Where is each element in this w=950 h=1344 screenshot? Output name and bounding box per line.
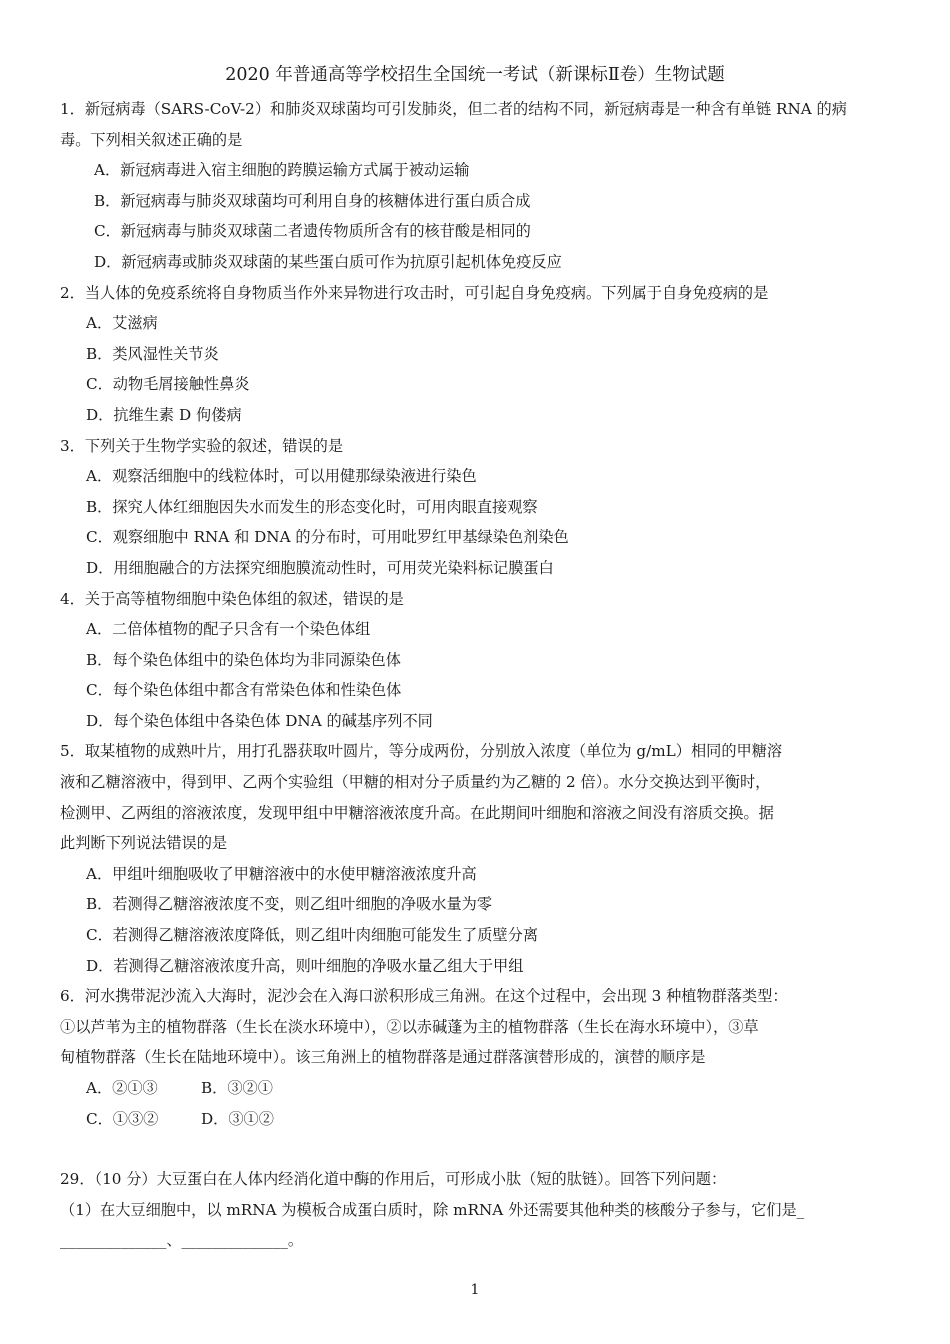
answer-blanks: ______________、______________。 [60, 1231, 303, 1250]
option-row [60, 1104, 896, 1135]
option-d: D．③①② [201, 1109, 274, 1128]
option-b: B．每个染色体组中的染色体均为非同源染色体 [86, 650, 401, 669]
question-stem: 此判断下列说法错误的是 [60, 834, 228, 853]
question-5 [60, 736, 896, 981]
question-stem: 检测甲、乙两组的溶液浓度，发现甲组中甲糖溶液浓度升高。在此期间叶细胞和溶液之间没有溶质交换。据 [60, 803, 774, 822]
question-stem: 6．河水携带泥沙流入大海时，泥沙会在入海口淤积形成三角洲。在这个过程中，会出现 3 种植物群落类型： [60, 987, 788, 1006]
option-a: A．艾滋病 [86, 314, 158, 333]
question-stem: 5．取某植物的成熟叶片，用打孔器获取叶圆片，等分成两份，分别放入浓度（单位为 g/mL）相同的甲糖溶 [60, 742, 783, 761]
option-a: A．②①③ [86, 1079, 158, 1097]
option-b: B．③②① [201, 1079, 273, 1097]
page-number: 1 [470, 1282, 480, 1298]
question-stem: 毒。下列相关叙述正确的是 [60, 130, 243, 149]
option-c: C．动物毛屑接触性鼻炎 [86, 375, 250, 394]
option-d: D．新冠病毒或肺炎双球菌的某些蛋白质可作为抗原引起机体免疫反应 [94, 252, 562, 271]
questions [60, 94, 896, 1256]
option-a: A．二倍体植物的配子只含有一个染色体组 [86, 620, 371, 639]
option-c: C．①③② [86, 1109, 159, 1128]
question-stem: 4．关于高等植物细胞中染色体组的叙述，错误的是 [60, 589, 404, 608]
option-d: D．用细胞融合的方法探究细胞膜流动性时，可用荧光染料标记膜蛋白 [86, 558, 554, 577]
option-b: B．探究人体红细胞因失水而发生的形态变化时，可用肉眼直接观察 [86, 497, 538, 516]
question-2 [60, 278, 896, 431]
question-3 [60, 431, 896, 584]
option-b: B．若测得乙糖溶液浓度不变，则乙组叶细胞的净吸水量为零 [86, 895, 493, 914]
exam-title: 2020 年普通高等学校招生全国统一考试（新课标Ⅱ卷）生物试题 [225, 65, 725, 85]
option-a: A．观察活细胞中的线粒体时，可以用健那绿染液进行染色 [86, 467, 477, 486]
option-c: C．若测得乙糖溶液浓度降低，则乙组叶肉细胞可能发生了质壁分离 [86, 926, 539, 945]
question-stem: 29．（10 分）大豆蛋白在人体内经消化道中酶的作用后，可形成小肽（短的肽链）。回答下列问题： [60, 1170, 727, 1189]
option-b: B．类风湿性关节炎 [86, 344, 219, 363]
question-29 [60, 1164, 896, 1256]
question-4 [60, 584, 896, 737]
option-d: D．若测得乙糖溶液浓度升高，则叶细胞的净吸水量乙组大于甲组 [86, 956, 524, 975]
question-stem: 甸植物群落（生长在陆地环境中）。该三角洲上的植物群落是通过群落演替形成的，演替的顺序是 [60, 1048, 706, 1067]
option-a: A．甲组叶细胞吸收了甲糖溶液中的水使甲糖溶液浓度升高 [86, 864, 477, 883]
option-d: D．抗维生素 D 佝偻病 [86, 405, 242, 424]
option-d: D．每个染色体组中各染色体 DNA 的碱基序列不同 [86, 711, 433, 730]
question-1 [60, 94, 896, 278]
option-b: B．新冠病毒与肺炎双球菌均可利用自身的核糖体进行蛋白质合成 [94, 191, 531, 210]
question-stem: ①以芦苇为主的植物群落（生长在淡水环境中），②以赤碱蓬为主的植物群落（生长在海水环境中），③草 [60, 1017, 759, 1036]
option-c: C．新冠病毒与肺炎双球菌二者遗传物质所含有的核苷酸是相同的 [94, 222, 531, 241]
option-a: A．新冠病毒进入宿主细胞的跨膜运输方式属于被动运输 [94, 161, 470, 180]
option-row [60, 1073, 896, 1104]
option-c: C．观察细胞中 RNA 和 DNA 的分布时，可用吡罗红甲基绿染色剂染色 [86, 528, 569, 547]
question-stem: 液和乙糖溶液中，得到甲、乙两个实验组（甲糖的相对分子质量约为乙糖的 2 倍）。水分交换达到平衡时， [60, 773, 771, 792]
option-c: C．每个染色体组中都含有常染色体和性染色体 [86, 681, 402, 700]
question-stem: 2．当人体的免疫系统将自身物质当作外来异物进行攻击时，可引起自身免疫病。下列属于自身免疫病的是 [60, 283, 769, 302]
question-6 [60, 981, 896, 1134]
spacer [60, 1134, 896, 1164]
question-stem: 3．下列关于生物学实验的叙述，错误的是 [60, 436, 344, 455]
question-stem: 1．新冠病毒（SARS-CoV-2）和肺炎双球菌均可引发肺炎，但二者的结构不同，新冠病毒是一种含有单链 RNA 的病 [60, 100, 847, 118]
question-stem: （1）在大豆细胞中，以 mRNA 为模板合成蛋白质时，除 mRNA 外还需要其他种类的核酸分子参与，它们是_ [60, 1200, 805, 1219]
